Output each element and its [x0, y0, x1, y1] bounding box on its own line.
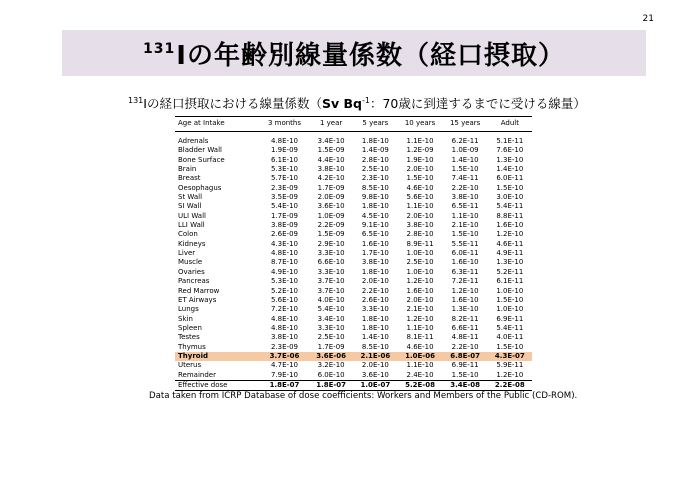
organ-name: Bone Surface: [178, 155, 225, 164]
organ-name: Pancreas: [178, 277, 210, 286]
dose-value: 1.3E-10: [451, 305, 479, 314]
dose-value: 1.2E-09: [406, 146, 434, 155]
dose-value: 2.1E-06: [353, 352, 397, 361]
dose-value: 1.8E-10: [361, 323, 389, 332]
dose-value: 2.2E-08: [488, 380, 532, 390]
dose-value: 3.3E-10: [317, 249, 345, 258]
caption-suffix: ：70歳に到達するまでに受ける線量）: [369, 96, 586, 111]
table-row-highlighted: [175, 352, 532, 361]
dose-value: 1.5E-10: [496, 183, 524, 192]
organ-name: Red Marrow: [178, 286, 220, 295]
organ-name: Liver: [178, 249, 196, 258]
dose-value: 8.5E-10: [361, 342, 389, 351]
dose-value: 1.8E-10: [361, 202, 389, 211]
dose-value: 1.1E-10: [406, 361, 434, 370]
dose-value: 7.6E-10: [496, 146, 524, 155]
dose-value: 1.2E-10: [451, 286, 479, 295]
dose-value: 2.6E-10: [361, 295, 389, 304]
dose-value: 6.9E-11: [496, 314, 524, 323]
dose-value: 2.1E-10: [406, 305, 434, 314]
organ-name: St Wall: [178, 193, 203, 202]
table-row: [175, 258, 532, 267]
dose-value: 1.8E-07: [309, 380, 353, 390]
dose-value: 5.2E-08: [398, 380, 443, 390]
dose-value: 5.6E-10: [406, 193, 434, 202]
header-15-years: 15 years: [443, 117, 488, 132]
dose-value: 5.4E-10: [317, 305, 345, 314]
dose-value: 6.6E-10: [317, 258, 345, 267]
dose-value: 7.4E-11: [451, 174, 479, 183]
dose-value: 4.7E-10: [271, 361, 298, 370]
dose-value: 1.5E-10: [406, 174, 434, 183]
dose-value: 4.8E-10: [271, 137, 298, 145]
table-row: [175, 146, 532, 155]
dose-value: 8.5E-10: [361, 183, 389, 192]
organ-name: Uterus: [178, 361, 202, 370]
dose-value: 4.8E-10: [271, 249, 298, 258]
dose-value: 1.9E-09: [271, 146, 298, 155]
page-number: 21: [642, 14, 654, 24]
header-10-years: 10 years: [398, 117, 443, 132]
dose-value: 3.8E-10: [317, 165, 345, 174]
organ-name: Remainder: [178, 370, 216, 379]
organ-name: Lungs: [178, 305, 199, 314]
dose-value: 6.1E-11: [496, 277, 524, 286]
dose-value: 5.2E-10: [271, 286, 298, 295]
dose-value: 1.6E-10: [496, 221, 524, 230]
dose-value: 2.9E-10: [317, 239, 345, 248]
dose-value: 2.3E-10: [361, 174, 389, 183]
table-row: [175, 333, 532, 342]
organ-name: ULI Wall: [178, 211, 206, 220]
dose-value: 9.1E-10: [361, 221, 389, 230]
dose-value: 1.4E-10: [361, 333, 389, 342]
dose-value: 8.7E-10: [271, 258, 298, 267]
organ-name: Kidneys: [178, 239, 206, 248]
table-row: [175, 268, 532, 277]
dose-value: 3.8E-09: [271, 221, 298, 230]
title-isotope-mass: 131: [143, 41, 176, 57]
table-row: [175, 240, 532, 249]
header-adult: Adult: [488, 117, 532, 132]
dose-value: 4.5E-10: [361, 211, 389, 220]
dose-value: 2.8E-10: [361, 155, 389, 164]
dose-value: 1.1E-10: [406, 202, 434, 211]
dose-value: 5.4E-10: [271, 202, 298, 211]
organ-name: Brain: [178, 165, 197, 174]
dose-value: 2.0E-10: [361, 277, 389, 286]
dose-value: 1.6E-10: [451, 295, 479, 304]
footnote: Data taken from ICRP Database of dose coefficients: Workers and Members of the Public (CD-ROM).: [149, 391, 578, 401]
dose-value: 1.5E-10: [496, 342, 524, 351]
dose-value: 2.0E-10: [406, 165, 434, 174]
organ-name: Colon: [178, 230, 198, 239]
table-row: [175, 324, 532, 333]
table-row: [175, 193, 532, 202]
dose-value: 5.3E-10: [271, 277, 298, 286]
dose-value: 4.3E-07: [488, 352, 532, 361]
dose-coefficient-table: [175, 116, 532, 391]
dose-value: 1.1E-10: [406, 323, 434, 332]
table-row: [175, 249, 532, 258]
organ-name: Breast: [178, 174, 201, 183]
dose-value: 5.6E-10: [271, 295, 298, 304]
dose-value: 5.7E-10: [271, 174, 298, 183]
table-row: [175, 137, 532, 146]
effective-dose-row: [175, 380, 532, 390]
dose-value: 6.1E-10: [271, 155, 298, 164]
dose-value: 2.5E-10: [406, 258, 434, 267]
table-row: [175, 287, 532, 296]
dose-value: 5.4E-11: [496, 323, 524, 332]
caption-prefix: Iの経口摂取における線量係数（: [143, 96, 322, 111]
table-row: [175, 343, 532, 352]
dose-value: 2.2E-09: [317, 221, 345, 230]
organ-name: Thyroid: [175, 352, 260, 361]
dose-value: 6.6E-11: [451, 323, 479, 332]
dose-value: 1.8E-10: [361, 314, 389, 323]
dose-value: 8.2E-11: [451, 314, 479, 323]
dose-value: 3.4E-10: [317, 137, 345, 145]
organ-name: Testes: [178, 333, 200, 342]
table-row: [175, 221, 532, 230]
dose-value: 2.0E-10: [361, 361, 389, 370]
dose-value: 5.3E-10: [271, 165, 298, 174]
header-1-year: 1 year: [309, 117, 353, 132]
dose-value: 2.3E-09: [271, 183, 298, 192]
table-body: [175, 132, 532, 391]
dose-value: 8.1E-11: [406, 333, 434, 342]
dose-value: 4.4E-10: [317, 155, 345, 164]
dose-value: 3.8E-10: [361, 258, 389, 267]
table-row: [175, 277, 532, 286]
dose-value: 6.5E-10: [361, 230, 389, 239]
table-row: [175, 184, 532, 193]
dose-value: 1.4E-09: [361, 146, 389, 155]
dose-value: 4.6E-10: [406, 183, 434, 192]
dose-value: 1.0E-07: [353, 380, 397, 390]
dose-value: 1.0E-10: [406, 267, 434, 276]
dose-value: 2.2E-10: [361, 286, 389, 295]
dose-value: 2.3E-09: [271, 342, 298, 351]
dose-value: 1.0E-10: [496, 305, 524, 314]
dose-value: 4.6E-11: [496, 239, 524, 248]
dose-value: 1.0E-10: [406, 249, 434, 258]
table-row: [175, 361, 532, 370]
dose-value: 4.9E-11: [496, 249, 524, 258]
dose-value: 3.5E-09: [271, 193, 298, 202]
dose-value: 1.7E-09: [271, 211, 298, 220]
dose-value: 6.8E-07: [443, 352, 488, 361]
dose-value: 1.4E-10: [451, 155, 479, 164]
dose-value: 3.8E-10: [271, 333, 298, 342]
table-row: [175, 315, 532, 324]
dose-value: 1.7E-09: [317, 183, 345, 192]
dose-value: 1.2E-10: [406, 277, 434, 286]
organ-name: Adrenals: [178, 137, 209, 145]
dose-value: 4.8E-11: [451, 333, 479, 342]
dose-value: 4.8E-10: [271, 323, 298, 332]
dose-value: 1.0E-09: [451, 146, 479, 155]
dose-value: 1.5E-09: [317, 230, 345, 239]
dose-value: 8.8E-11: [496, 211, 524, 220]
dose-value: 1.2E-10: [496, 230, 524, 239]
table-row: [175, 156, 532, 165]
dose-value: 6.5E-11: [451, 202, 479, 211]
dose-value: 5.4E-11: [496, 202, 524, 211]
dose-value: 5.1E-11: [496, 137, 524, 145]
header-3-months: 3 months: [260, 117, 309, 132]
dose-value: 3.4E-10: [317, 314, 345, 323]
table-row: [175, 165, 532, 174]
dose-value: 1.0E-09: [317, 211, 345, 220]
caption-unit: Sv Bq: [321, 96, 362, 111]
dose-value: 1.1E-10: [406, 137, 434, 145]
table-row: [175, 212, 532, 221]
dose-value: 6.0E-11: [496, 174, 524, 183]
organ-name: LLI Wall: [178, 221, 205, 230]
dose-value: 1.3E-10: [496, 258, 524, 267]
dose-value: 2.2E-10: [451, 183, 479, 192]
dose-value: 5.5E-11: [451, 239, 479, 248]
dose-value: 5.9E-11: [496, 361, 524, 370]
table-row: [175, 305, 532, 314]
dose-value: 3.7E-10: [317, 277, 345, 286]
dose-value: 6.3E-11: [451, 267, 479, 276]
dose-value: 4.0E-10: [317, 295, 345, 304]
dose-value: 1.6E-10: [451, 258, 479, 267]
dose-value: 3.6E-10: [361, 370, 389, 379]
dose-value: 2.1E-10: [451, 221, 479, 230]
dose-value: 3.8E-10: [406, 221, 434, 230]
caption-unit-exponent: -1: [361, 95, 370, 105]
dose-value: 9.8E-10: [361, 193, 389, 202]
dose-value: 4.6E-10: [406, 342, 434, 351]
dose-value: 3.3E-10: [317, 267, 345, 276]
dose-value: 7.2E-10: [271, 305, 298, 314]
organ-name: ET Airways: [178, 295, 217, 304]
table-caption: [128, 94, 586, 112]
dose-value: 4.9E-10: [271, 267, 298, 276]
table-row: [175, 230, 532, 239]
dose-value: 6.0E-11: [451, 249, 479, 258]
dose-value: 1.2E-10: [496, 370, 524, 379]
organ-name: Oesophagus: [178, 183, 222, 192]
dose-value: 2.0E-10: [406, 295, 434, 304]
dose-value: 1.5E-09: [317, 146, 345, 155]
table-header-row: [175, 117, 532, 132]
header-5-years: 5 years: [353, 117, 397, 132]
dose-value: 1.5E-10: [451, 370, 479, 379]
dose-value: 2.0E-10: [406, 211, 434, 220]
dose-value: 3.6E-06: [309, 352, 353, 361]
dose-value: 4.2E-10: [317, 174, 345, 183]
page-title: [62, 30, 646, 76]
dose-value: 1.6E-10: [406, 286, 434, 295]
organ-name: Skin: [178, 314, 193, 323]
organ-name: Effective dose: [175, 380, 260, 390]
dose-value: 6.9E-11: [451, 361, 479, 370]
dose-value: 1.9E-10: [406, 155, 434, 164]
dose-value: 1.3E-10: [496, 155, 524, 164]
dose-value: 3.6E-10: [317, 202, 345, 211]
dose-value: 6.0E-10: [317, 370, 345, 379]
header-age-at-intake: Age at Intake: [175, 117, 260, 132]
dose-value: 1.8E-10: [361, 267, 389, 276]
organ-name: SI Wall: [178, 202, 202, 211]
dose-value: 1.2E-10: [406, 314, 434, 323]
caption-isotope-mass: 131: [128, 95, 144, 105]
dose-value: 8.9E-11: [406, 239, 434, 248]
title-text: Iの年齢別線量係数（経口摂取）: [176, 40, 565, 71]
dose-value: 3.2E-10: [317, 361, 345, 370]
dose-value: 2.5E-10: [361, 165, 389, 174]
organ-name: Bladder Wall: [178, 146, 222, 155]
dose-value: 1.0E-06: [398, 352, 443, 361]
dose-value: 4.8E-10: [271, 314, 298, 323]
dose-value: 2.6E-09: [271, 230, 298, 239]
dose-value: 3.4E-08: [443, 380, 488, 390]
dose-value: 1.5E-10: [451, 165, 479, 174]
dose-value: 3.3E-10: [317, 323, 345, 332]
dose-value: 5.2E-11: [496, 267, 524, 276]
table-row: [175, 296, 532, 305]
dose-value: 4.3E-10: [271, 239, 298, 248]
dose-value: 1.0E-10: [496, 286, 524, 295]
organ-name: Muscle: [178, 258, 203, 267]
dose-value: 1.5E-10: [496, 295, 524, 304]
dose-value: 3.3E-10: [361, 305, 389, 314]
dose-value: 3.7E-06: [260, 352, 309, 361]
table-row: [175, 371, 532, 381]
dose-value: 2.5E-10: [317, 333, 345, 342]
dose-value: 7.9E-10: [271, 370, 298, 379]
table-row: [175, 174, 532, 183]
dose-value: 4.0E-11: [496, 333, 524, 342]
dose-value: 1.7E-10: [361, 249, 389, 258]
dose-value: 2.8E-10: [406, 230, 434, 239]
dose-value: 1.6E-10: [361, 239, 389, 248]
dose-value: 1.4E-10: [496, 165, 524, 174]
dose-value: 2.4E-10: [406, 370, 434, 379]
dose-value: 3.7E-10: [317, 286, 345, 295]
dose-value: 3.8E-10: [451, 193, 479, 202]
dose-value: 1.5E-10: [451, 230, 479, 239]
dose-value: 3.0E-10: [496, 193, 524, 202]
organ-name: Spleen: [178, 323, 202, 332]
organ-name: Thymus: [178, 342, 206, 351]
dose-value: 7.2E-11: [451, 277, 479, 286]
dose-value: 1.8E-07: [260, 380, 309, 390]
dose-value: 1.8E-10: [361, 137, 389, 145]
organ-name: Ovaries: [178, 267, 205, 276]
dose-value: 2.2E-10: [451, 342, 479, 351]
table-row: [175, 202, 532, 211]
dose-value: 2.0E-09: [317, 193, 345, 202]
dose-value: 1.1E-10: [451, 211, 479, 220]
dose-value: 6.2E-11: [451, 137, 479, 145]
dose-value: 1.7E-09: [317, 342, 345, 351]
